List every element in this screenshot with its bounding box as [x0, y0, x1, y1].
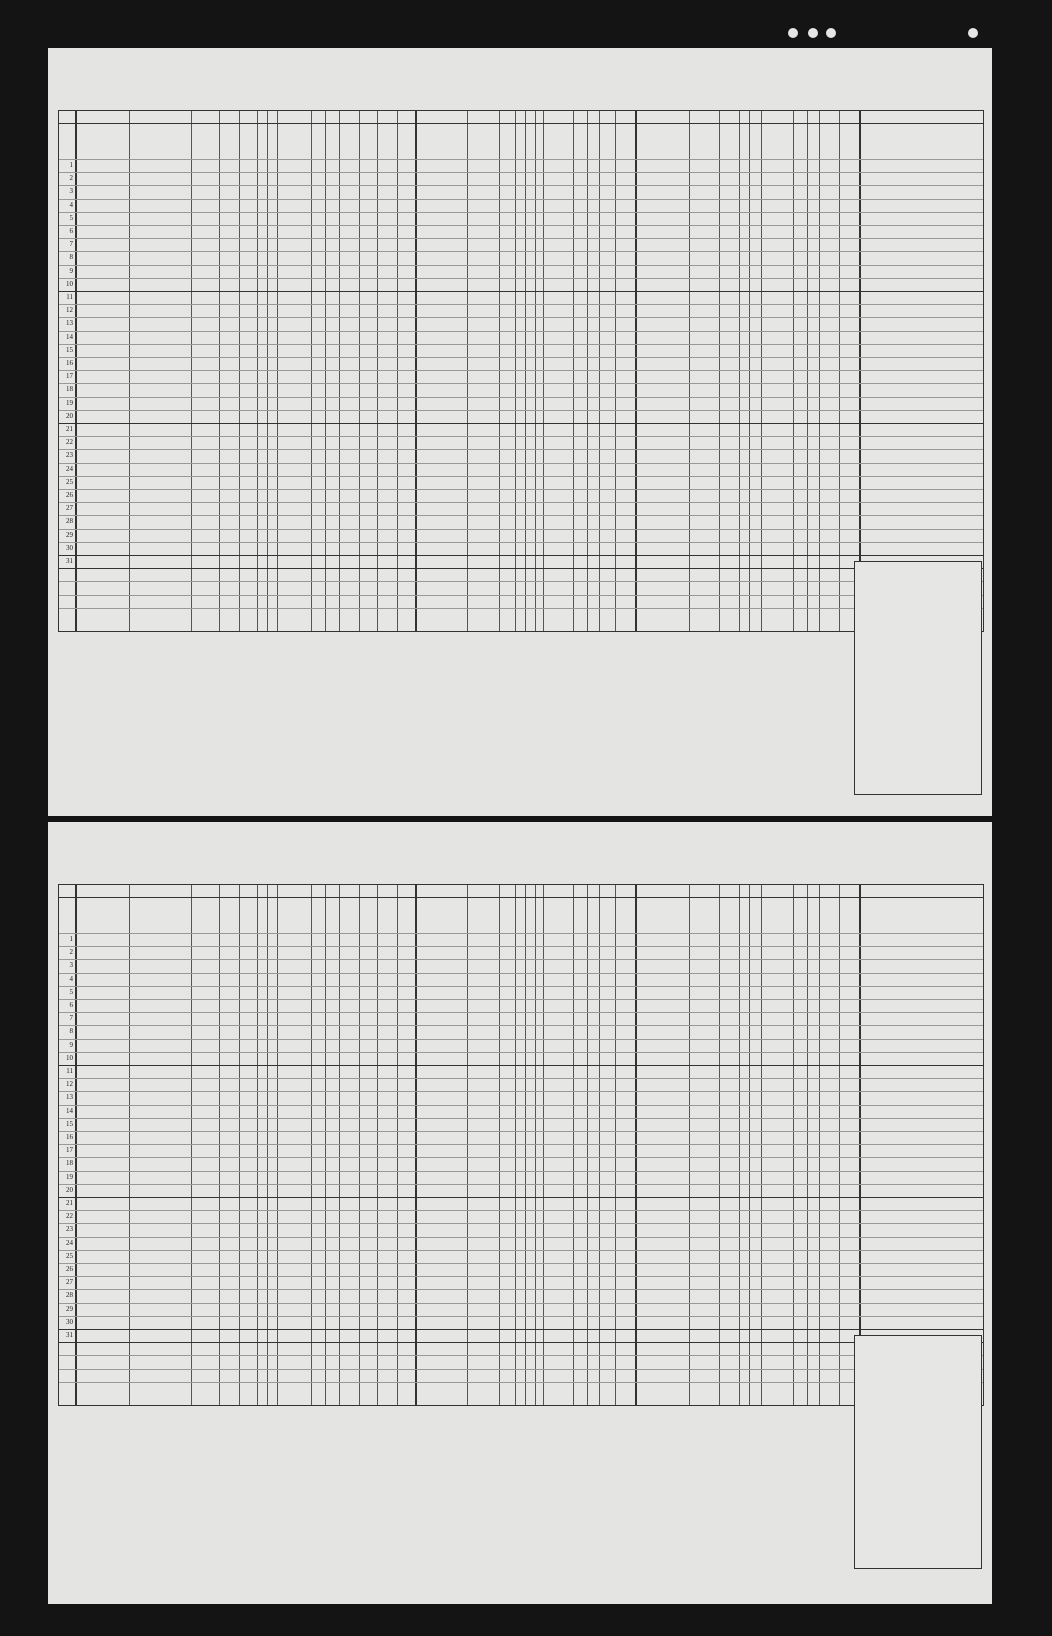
row-rule [59, 172, 983, 173]
day-number: 1 [69, 935, 73, 943]
row-rule [59, 423, 983, 424]
row-rule [59, 397, 983, 398]
row-rule [59, 999, 983, 1000]
day-number: 3 [69, 187, 73, 196]
row-rule [59, 251, 983, 252]
row-rule [59, 1171, 983, 1172]
row-rule [59, 555, 983, 556]
row-rule [59, 1263, 983, 1264]
row-rule [59, 265, 983, 266]
sum-rule [59, 568, 983, 569]
day-number: 2 [69, 948, 73, 957]
form-sheet-1 [48, 48, 992, 816]
day-number: 28 [66, 1291, 73, 1300]
row-rule [59, 1237, 983, 1238]
day-number: 25 [66, 1251, 73, 1260]
day-number: 8 [69, 1027, 73, 1036]
day-number: 23 [66, 1225, 73, 1234]
form-sheet-2 [48, 822, 992, 1604]
observation-table [58, 884, 984, 1406]
row-rule [59, 238, 983, 239]
monthly-summary [48, 638, 848, 778]
day-number: 30 [66, 543, 73, 552]
row-rule [59, 946, 983, 947]
row-rule [59, 463, 983, 464]
sum-rule [59, 1382, 983, 1383]
wind-frequency-table [854, 1335, 982, 1569]
sum-rule [59, 608, 983, 609]
day-number: 28 [66, 517, 73, 526]
day-number: 6 [69, 227, 73, 235]
row-rule [59, 278, 983, 279]
day-number: 27 [66, 504, 73, 513]
day-number: 13 [66, 319, 73, 328]
day-number: 29 [66, 1304, 73, 1313]
day-number: 25 [66, 477, 73, 486]
day-number: 21 [66, 425, 73, 433]
day-number: 1 [69, 161, 73, 169]
row-rule [59, 542, 983, 543]
row-rule [59, 1210, 983, 1211]
wind-frequency-table [854, 561, 982, 795]
row-rule [59, 344, 983, 345]
monthly-summary [48, 1412, 848, 1552]
row-rule [59, 1105, 983, 1106]
row-rule [59, 1131, 983, 1132]
row-rule [59, 933, 983, 934]
row-rule [59, 331, 983, 332]
day-number: 19 [66, 398, 73, 407]
day-number: 23 [66, 451, 73, 460]
day-number: 8 [69, 253, 73, 262]
day-number: 31 [66, 557, 73, 565]
row-rule [59, 1316, 983, 1317]
day-number: 30 [66, 1317, 73, 1326]
day-number: 11 [66, 293, 73, 301]
row-rule [59, 1157, 983, 1158]
day-number: 17 [66, 1146, 73, 1155]
sum-rule [59, 1342, 983, 1343]
header-rule [59, 123, 983, 124]
day-number: 9 [69, 1040, 73, 1049]
day-number: 15 [66, 345, 73, 354]
day-number: 13 [66, 1093, 73, 1102]
row-rule [59, 489, 983, 490]
day-number: 14 [66, 332, 73, 341]
day-number: 6 [69, 1001, 73, 1009]
row-rule [59, 502, 983, 503]
day-number: 20 [66, 1185, 73, 1194]
punch-hole [808, 28, 818, 38]
day-number: 26 [66, 491, 73, 499]
day-number: 17 [66, 372, 73, 381]
day-number: 27 [66, 1278, 73, 1287]
observation-table [58, 110, 984, 632]
row-rule [59, 1078, 983, 1079]
day-number: 12 [66, 1080, 73, 1089]
day-number: 5 [69, 213, 73, 222]
day-number: 10 [66, 1053, 73, 1062]
row-rule [59, 1223, 983, 1224]
row-rule [59, 225, 983, 226]
punch-hole [826, 28, 836, 38]
day-number: 14 [66, 1106, 73, 1115]
day-number: 10 [66, 279, 73, 288]
punch-hole [788, 28, 798, 38]
row-rule [59, 212, 983, 213]
row-rule [59, 1118, 983, 1119]
day-number: 7 [69, 1014, 73, 1023]
row-rule [59, 1276, 983, 1277]
row-rule [59, 357, 983, 358]
row-rule [59, 185, 983, 186]
row-rule [59, 476, 983, 477]
day-number: 2 [69, 174, 73, 183]
day-number: 19 [66, 1172, 73, 1181]
day-number: 20 [66, 411, 73, 420]
punch-hole [968, 28, 978, 38]
day-number: 22 [66, 438, 73, 447]
row-rule [59, 529, 983, 530]
header-rule [59, 897, 983, 898]
day-number: 7 [69, 240, 73, 249]
row-rule [59, 449, 983, 450]
day-number: 15 [66, 1119, 73, 1128]
day-number: 4 [69, 200, 73, 209]
row-rule [59, 1250, 983, 1251]
row-rule [59, 986, 983, 987]
row-rule [59, 317, 983, 318]
day-number: 18 [66, 385, 73, 394]
sum-rule [59, 581, 983, 582]
row-rule [59, 291, 983, 292]
sum-rule [59, 1369, 983, 1370]
row-rule [59, 1065, 983, 1066]
day-number: 24 [66, 1238, 73, 1247]
row-rule [59, 436, 983, 437]
row-rule [59, 370, 983, 371]
row-rule [59, 1289, 983, 1290]
day-number: 31 [66, 1331, 73, 1339]
row-rule [59, 1197, 983, 1198]
day-number: 16 [66, 1133, 73, 1141]
day-number: 26 [66, 1265, 73, 1273]
row-rule [59, 1025, 983, 1026]
day-number: 16 [66, 359, 73, 367]
row-rule [59, 1012, 983, 1013]
row-rule [59, 1329, 983, 1330]
row-rule [59, 1091, 983, 1092]
row-rule [59, 1144, 983, 1145]
row-rule [59, 159, 983, 160]
row-rule [59, 1052, 983, 1053]
day-number: 18 [66, 1159, 73, 1168]
row-rule [59, 959, 983, 960]
day-number: 11 [66, 1067, 73, 1075]
day-number: 9 [69, 266, 73, 275]
day-number: 4 [69, 974, 73, 983]
row-rule [59, 515, 983, 516]
row-rule [59, 973, 983, 974]
day-number: 3 [69, 961, 73, 970]
row-rule [59, 1303, 983, 1304]
row-rule [59, 199, 983, 200]
row-rule [59, 304, 983, 305]
day-number: 29 [66, 530, 73, 539]
row-rule [59, 1184, 983, 1185]
row-rule [59, 383, 983, 384]
day-number: 5 [69, 987, 73, 996]
day-number: 22 [66, 1212, 73, 1221]
day-number: 21 [66, 1199, 73, 1207]
day-number: 24 [66, 464, 73, 473]
row-rule [59, 410, 983, 411]
sum-rule [59, 1355, 983, 1356]
row-rule [59, 1039, 983, 1040]
sum-rule [59, 595, 983, 596]
day-number: 12 [66, 306, 73, 315]
